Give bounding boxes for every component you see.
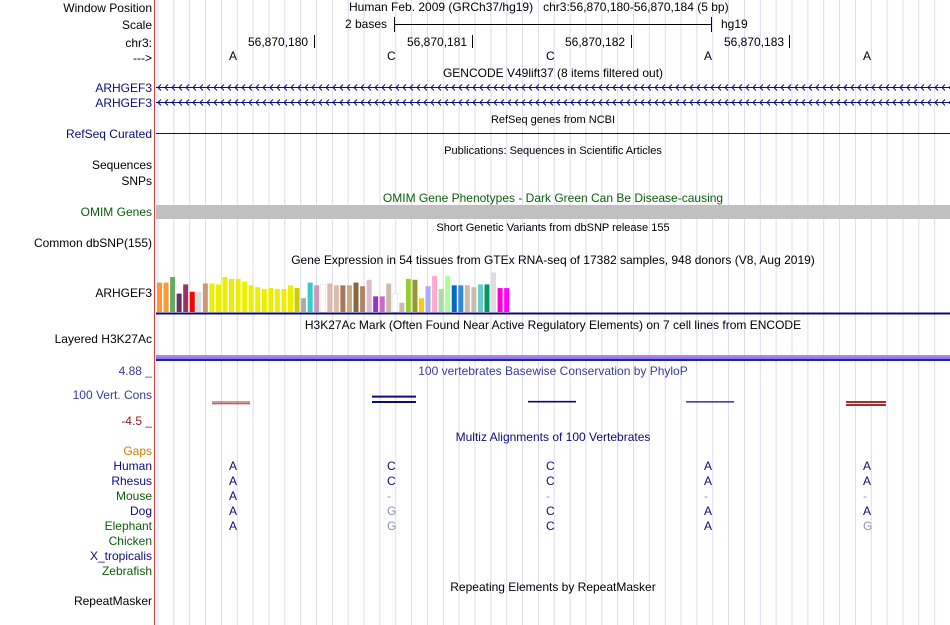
gtex-tissue-bar[interactable] — [209, 283, 214, 312]
position-title: Human Feb. 2009 (GRCh37/hg19) chr3:56,870,180-56,870,184 (5 bp) — [349, 0, 729, 14]
refseq-track-title[interactable]: RefSeq genes from NCBI — [490, 114, 616, 126]
alignment-base: A — [229, 489, 238, 503]
gtex-tissue-bar[interactable] — [268, 288, 273, 312]
window-position-label: Window Position — [63, 1, 152, 15]
alignment-base: G — [863, 519, 873, 533]
alignment-base: - — [387, 489, 391, 503]
phylop-score-mark — [528, 401, 576, 402]
alignment-base: C — [546, 474, 555, 488]
gtex-tissue-bar[interactable] — [170, 277, 175, 312]
species-label[interactable]: X_tropicalis — [89, 549, 152, 563]
gtex-tissue-bar[interactable] — [445, 276, 450, 312]
gtex-tissue-bar[interactable] — [157, 283, 162, 312]
phylop-signal[interactable] — [156, 376, 950, 426]
phylop-score-mark — [372, 397, 416, 402]
alignment-base: A — [229, 504, 238, 518]
gtex-tissue-bar[interactable] — [183, 284, 188, 312]
gtex-tissue-bar[interactable] — [308, 283, 313, 312]
alignment-base: - — [704, 489, 708, 503]
species-label[interactable]: Rhesus — [111, 474, 152, 488]
coord-label: 56,870,181 — [407, 35, 468, 49]
alignment-base: A — [704, 504, 713, 518]
gtex-label[interactable]: ARHGEF3 — [95, 286, 152, 300]
scale-text: 2 bases — [345, 17, 388, 31]
alignment-base: G — [387, 504, 397, 518]
gencode-item-label[interactable]: ARHGEF3 — [95, 81, 152, 95]
alignment-base: A — [229, 519, 238, 533]
scale-label: Scale — [121, 18, 152, 32]
scale-bar-right-tick — [711, 17, 712, 32]
alignment-base: A — [863, 459, 872, 473]
gtex-tissue-bar[interactable] — [255, 287, 260, 312]
ref-base: C — [546, 49, 555, 63]
gtex-tissue-bar[interactable] — [236, 279, 241, 312]
refseq-label[interactable]: RefSeq Curated — [65, 127, 152, 141]
gencode-item-label[interactable]: ARHGEF3 — [95, 96, 152, 110]
chrom-label: chr3: — [125, 36, 152, 50]
gtex-tissue-bar[interactable] — [249, 285, 254, 312]
alignment-base: - — [863, 489, 867, 503]
gtex-tissue-bar[interactable] — [216, 284, 221, 312]
gtex-tissue-bar[interactable] — [288, 285, 293, 312]
gtex-tissue-bar[interactable] — [465, 285, 470, 312]
scale-bar — [394, 24, 711, 25]
gtex-tissue-bar[interactable] — [229, 279, 234, 312]
gtex-expression-chart[interactable] — [156, 266, 950, 316]
species-label[interactable]: Zebrafish — [101, 564, 152, 578]
strand-label: ---> — [133, 51, 152, 65]
coord-tick — [789, 35, 790, 48]
gtex-tissue-bar[interactable] — [301, 298, 306, 312]
omim-track-title[interactable]: OMIM Gene Phenotypes - Dark Green Can Be Disease-causing — [382, 191, 724, 205]
ref-base: A — [229, 49, 238, 63]
gtex-tissue-bar[interactable] — [223, 277, 228, 312]
gtex-tissue-bar[interactable] — [262, 289, 267, 312]
multiz-gaps-label[interactable]: Gaps — [123, 444, 152, 458]
ref-base: A — [863, 49, 872, 63]
gtex-tissue-bar[interactable] — [393, 294, 398, 312]
phylop-track-title[interactable]: 100 vertebrates Basewise Conservation by PhyloP — [418, 364, 688, 378]
h3k27ac-layer[interactable] — [156, 359, 950, 361]
phylop-max-label: 4.88 _ — [118, 364, 152, 378]
dbsnp-label[interactable]: Common dbSNP(155) — [33, 236, 152, 250]
h3k27ac-label[interactable]: Layered H3K27Ac — [54, 332, 152, 346]
gtex-tissue-bar[interactable] — [242, 282, 247, 312]
alignment-base: C — [387, 474, 396, 488]
gtex-tissue-bar[interactable] — [196, 292, 201, 312]
coord-tick — [631, 35, 632, 48]
omim-phenotype-bar[interactable] — [156, 205, 950, 219]
gtex-tissue-bar[interactable] — [406, 279, 411, 312]
repeatmasker-track-title[interactable]: Repeating Elements by RepeatMasker — [450, 580, 656, 594]
gtex-track-title[interactable]: Gene Expression in 54 tissues from GTEx RNA-seq of 17382 samples, 948 donors (V8, Aug 2019) — [291, 253, 815, 267]
publications-snps-label[interactable]: SNPs — [121, 174, 152, 188]
gtex-tissue-bar[interactable] — [504, 288, 509, 312]
coord-label: 56,870,180 — [248, 35, 309, 49]
ref-base: C — [387, 49, 396, 63]
gtex-tissue-bar[interactable] — [373, 296, 378, 312]
coord-label: 56,870,182 — [565, 35, 626, 49]
gtex-tissue-bar[interactable] — [419, 298, 424, 312]
gencode-track-title[interactable]: GENCODE V49lift37 (8 items filtered out) — [442, 66, 664, 80]
coord-tick — [314, 35, 315, 48]
alignment-base: G — [387, 519, 397, 533]
dbsnp-track-title[interactable]: Short Genetic Variants from dbSNP release 155 — [436, 222, 670, 234]
species-label[interactable]: Elephant — [104, 519, 152, 533]
alignment-base: A — [863, 474, 872, 488]
alignment-base: A — [704, 519, 713, 533]
alignment-base: A — [229, 459, 238, 473]
gtex-tissue-bar[interactable] — [367, 280, 372, 312]
gtex-tissue-bar[interactable] — [177, 294, 182, 312]
refseq-gene-line[interactable] — [156, 133, 950, 134]
publications-track-title[interactable]: Publications: Sequences in Scientific Articles — [444, 145, 662, 157]
gtex-tissue-bar[interactable] — [203, 283, 208, 312]
alignment-base: C — [546, 519, 555, 533]
gtex-tissue-bar[interactable] — [471, 287, 476, 312]
multiz-track-title[interactable]: Multiz Alignments of 100 Vertebrates — [455, 430, 651, 444]
h3k27ac-track-title[interactable]: H3K27Ac Mark (Often Found Near Active Regulatory Elements) on 7 cell lines from ENCODE — [304, 318, 802, 332]
gtex-tissue-bar[interactable] — [380, 296, 385, 312]
gtex-tissue-bar[interactable] — [458, 285, 463, 312]
alignment-base: A — [704, 459, 713, 473]
gtex-tissue-bar[interactable] — [360, 286, 365, 312]
alignment-base: C — [387, 459, 396, 473]
coord-tick — [472, 35, 473, 48]
gtex-tissue-bar[interactable] — [314, 285, 319, 312]
gtex-tissue-bar[interactable] — [386, 283, 391, 312]
omim-label[interactable]: OMIM Genes — [80, 205, 152, 219]
gtex-tissue-bar[interactable] — [327, 283, 332, 312]
species-label[interactable]: Dog — [129, 504, 152, 518]
alignment-base: A — [863, 504, 872, 518]
gtex-tissue-bar[interactable] — [164, 283, 169, 312]
gtex-tissue-bar[interactable] — [485, 284, 490, 312]
phylop-min-label: -4.5 _ — [121, 414, 152, 428]
assembly-label: hg19 — [721, 17, 748, 31]
gtex-tissue-bar[interactable] — [354, 283, 359, 312]
ref-base: A — [704, 49, 713, 63]
gtex-tissue-bar[interactable] — [295, 288, 300, 312]
phylop-score-mark — [846, 402, 886, 405]
gtex-tissue-bar[interactable] — [334, 285, 339, 312]
phylop-score-mark — [212, 402, 250, 404]
gtex-tissue-bar[interactable] — [432, 276, 437, 312]
gtex-tissue-bar[interactable] — [275, 289, 280, 312]
gtex-tissue-bar[interactable] — [347, 285, 352, 312]
species-label[interactable]: Chicken — [108, 534, 152, 548]
gencode-transcript-1[interactable] — [156, 83, 950, 92]
gtex-tissue-bar[interactable] — [491, 272, 496, 312]
gtex-tissue-bar[interactable] — [426, 286, 431, 312]
species-label[interactable]: Mouse — [115, 489, 152, 503]
left-border — [154, 0, 155, 625]
repeatmasker-label[interactable]: RepeatMasker — [73, 594, 152, 608]
alignment-base: C — [546, 504, 555, 518]
gtex-tissue-bar[interactable] — [190, 292, 195, 312]
gtex-tissue-bar[interactable] — [498, 288, 503, 312]
alignment-base: C — [546, 459, 555, 473]
gtex-tissue-bar[interactable] — [281, 289, 286, 312]
gtex-tissue-bar[interactable] — [452, 285, 457, 312]
gencode-transcript-2[interactable] — [156, 98, 950, 107]
gtex-tissue-bar[interactable] — [439, 289, 444, 312]
alignment-base: A — [229, 474, 238, 488]
gtex-tissue-bar[interactable] — [478, 284, 483, 312]
gtex-tissue-bar[interactable] — [321, 284, 326, 312]
gtex-tissue-bar[interactable] — [340, 285, 345, 312]
alignment-base: A — [704, 474, 713, 488]
scale-bar-left-tick — [394, 17, 395, 32]
gtex-tissue-bar[interactable] — [399, 303, 404, 312]
species-label[interactable]: Human — [113, 459, 152, 473]
publications-sequences-label[interactable]: Sequences — [91, 158, 152, 172]
coord-label: 56,870,183 — [724, 35, 785, 49]
phylop-label[interactable]: 100 Vert. Cons — [72, 388, 152, 402]
gtex-tissue-bar[interactable] — [412, 280, 417, 312]
alignment-base: - — [546, 489, 550, 503]
